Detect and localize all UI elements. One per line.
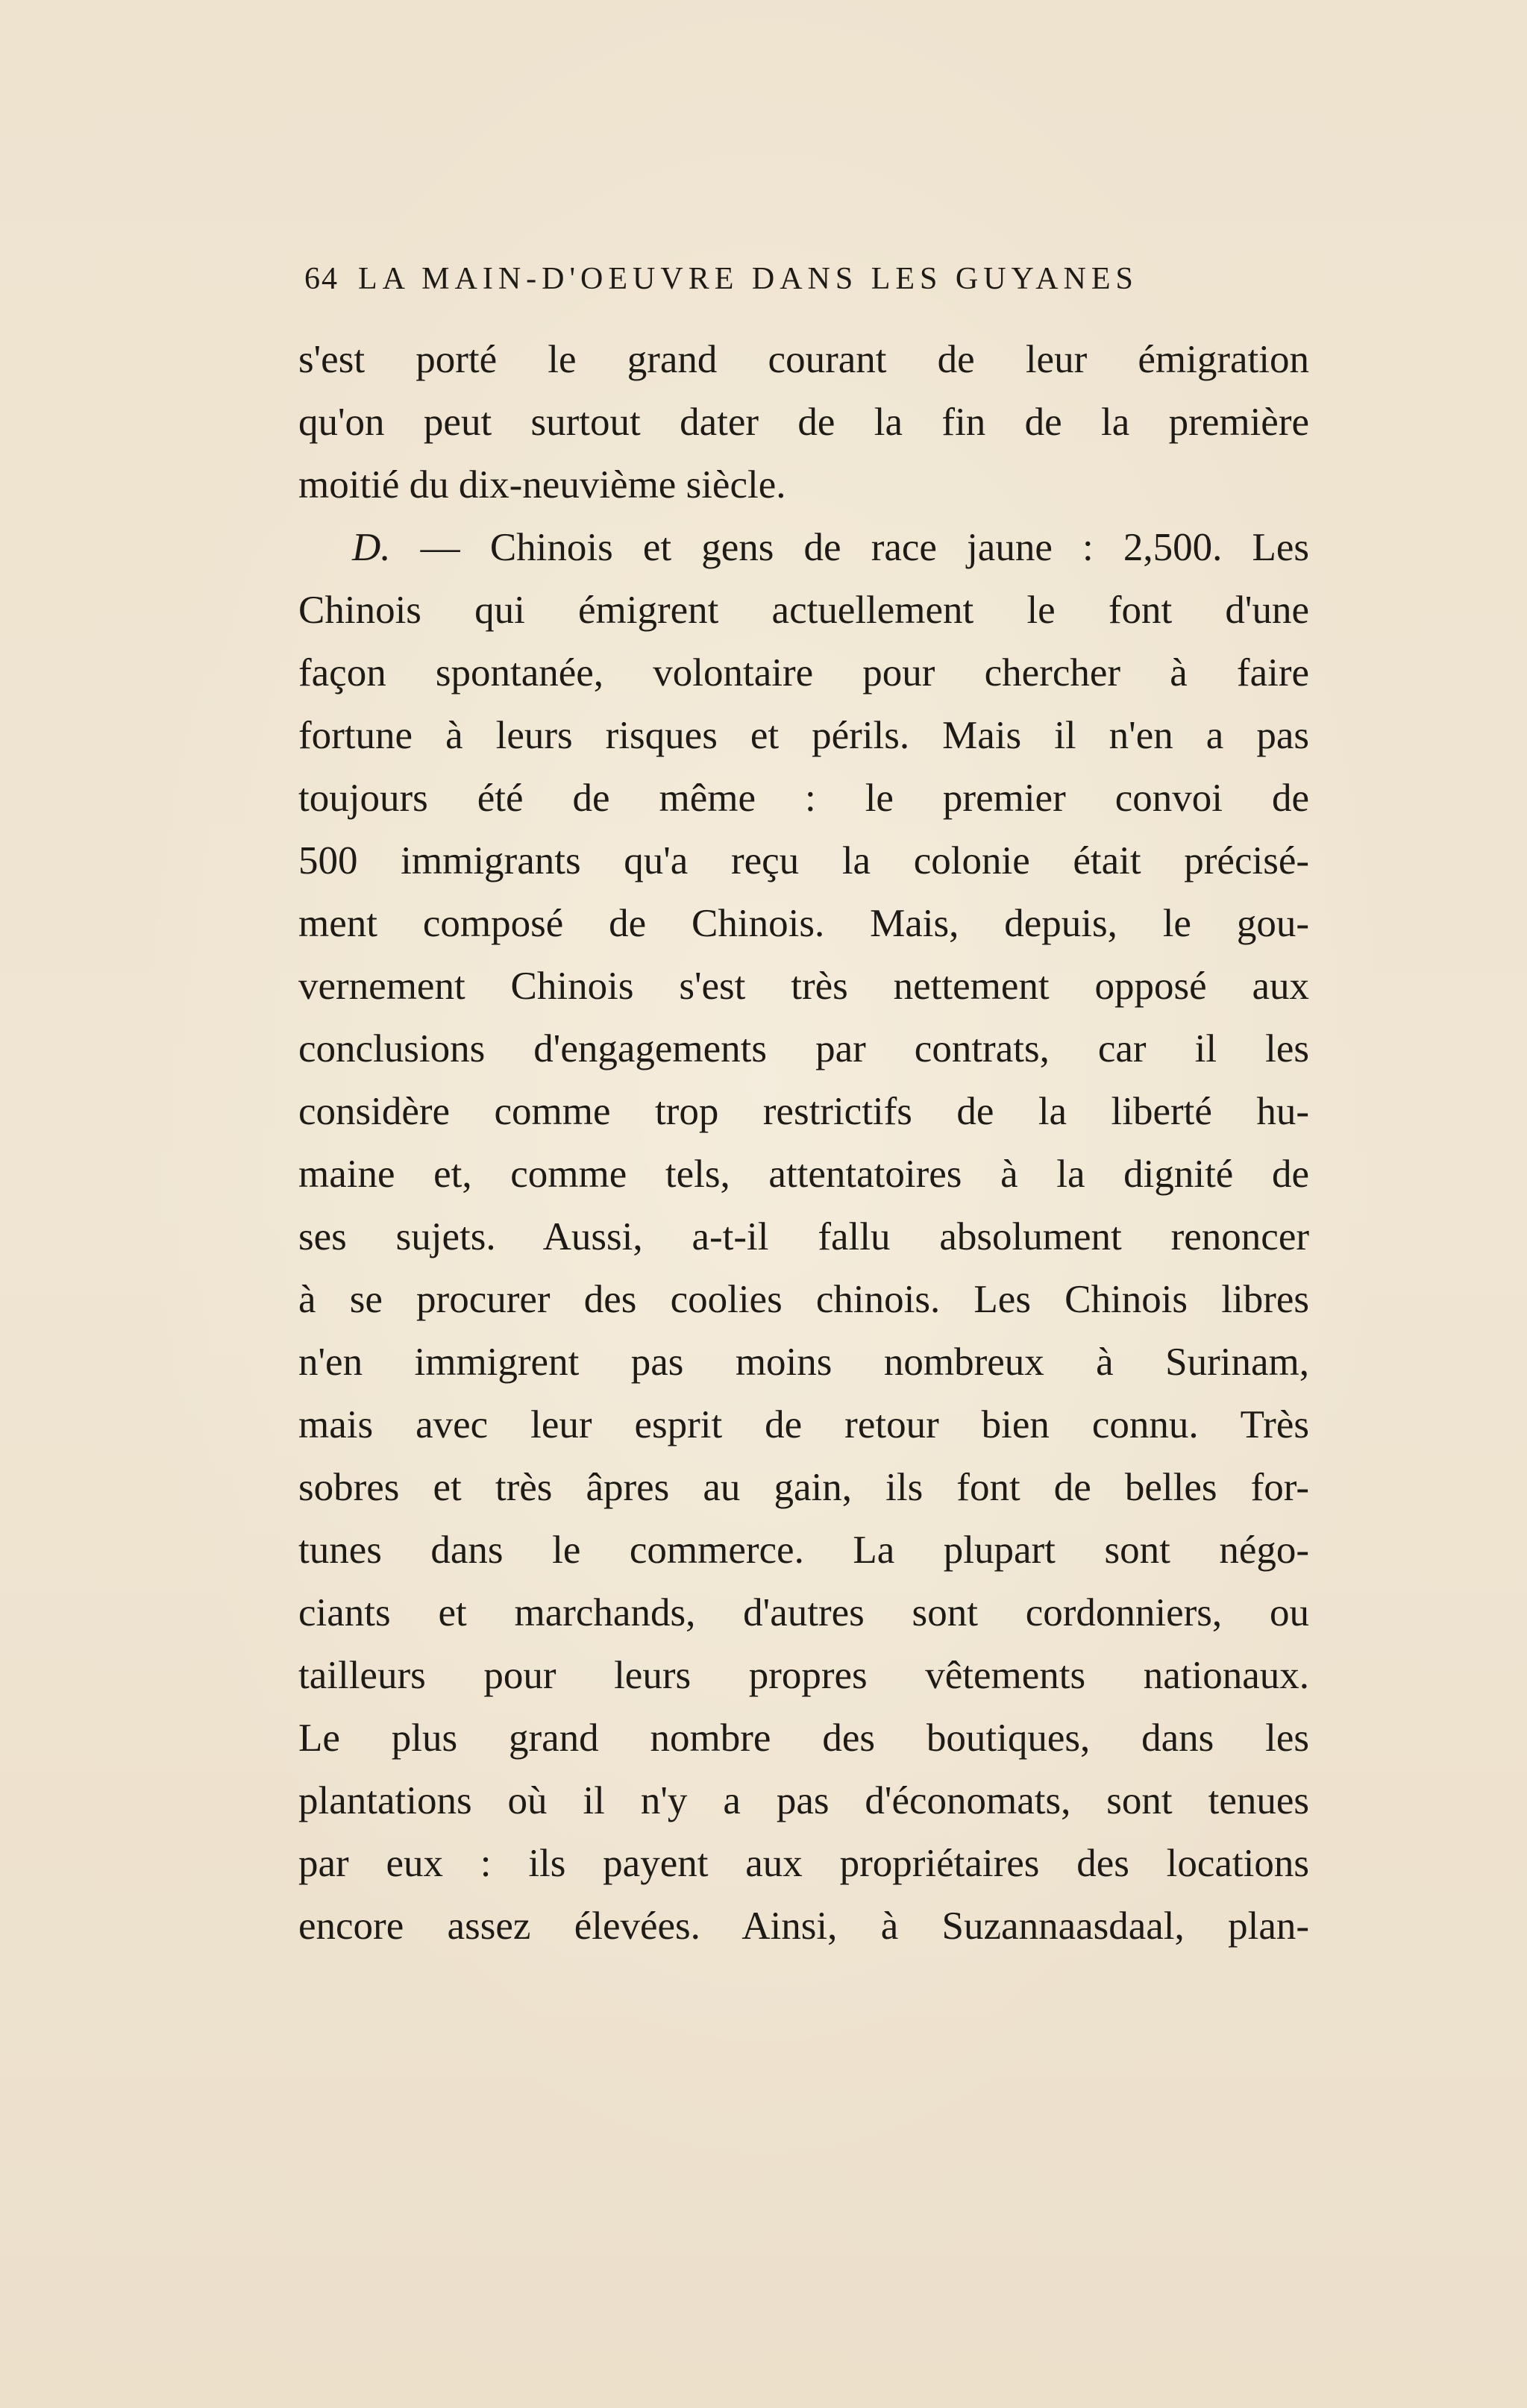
text-line: par eux : ils payent aux propriétaires des locations: [298, 1842, 1309, 1885]
running-head: [304, 261, 1229, 306]
text-line: tunes dans le commerce. La plupart sont négo-: [298, 1528, 1309, 1572]
section-marker: D.: [352, 526, 391, 569]
text-line: conclusions d'engagements par contrats, car il les: [298, 1027, 1309, 1070]
text-line: Le plus grand nombre des boutiques, dans les: [298, 1716, 1309, 1760]
running-title: LA MAIN-D'OEUVRE DANS LES GUYANES: [358, 262, 1138, 296]
text-line: façon spontanée, volontaire pour chercher à faire: [298, 651, 1309, 695]
body-text: [298, 328, 1309, 1957]
text-line: ses sujets. Aussi, a-t-il fallu absolument renoncer: [298, 1215, 1309, 1258]
text-line: Chinois et gens de race jaune : 2,500. Les: [489, 526, 1310, 569]
text-line: mais avec leur esprit de retour bien connu. Très: [298, 1403, 1309, 1446]
text-line: plantations où il n'y a pas d'économats, sont tenues: [298, 1779, 1309, 1822]
text-line: à se procurer des coolies chinois. Les Chinois libres: [298, 1278, 1309, 1321]
text-line: ment composé de Chinois. Mais, depuis, le gou-: [298, 902, 1309, 945]
text-line: fortune à leurs risques et périls. Mais il n'en a pas: [298, 714, 1309, 757]
text-line: qu'on peut surtout dater de la fin de la première: [298, 401, 1309, 444]
em-dash: —: [390, 526, 490, 569]
page-number: 64: [304, 262, 339, 296]
text-line: vernement Chinois s'est très nettement opposé aux: [298, 965, 1309, 1008]
text-line: ciants et marchands, d'autres sont cordonniers, ou: [298, 1591, 1309, 1634]
text-line: toujours été de même : le premier convoi de: [298, 777, 1309, 820]
text-line: maine et, comme tels, attentatoires à la dignité de: [298, 1153, 1309, 1196]
text-line: considère comme trop restrictifs de la liberté hu-: [298, 1090, 1309, 1133]
text-line: sobres et très âpres au gain, ils font de belles for-: [298, 1466, 1309, 1509]
text-line: tailleurs pour leurs propres vêtements nationaux.: [298, 1654, 1309, 1697]
text-line: moitié du dix-neuvième siècle.: [298, 463, 786, 507]
text-line: Chinois qui émigrent actuellement le font d'une: [298, 589, 1309, 632]
text-line: s'est porté le grand courant de leur émigration: [298, 338, 1309, 381]
text-line: 500 immigrants qu'a reçu la colonie était précisé-: [298, 839, 1309, 882]
section-d-line: [298, 516, 1309, 579]
text-line: n'en immigrent pas moins nombreux à Surinam,: [298, 1341, 1309, 1384]
text-line: encore assez élevées. Ainsi, à Suzannaasdaal, plan-: [298, 1904, 1309, 1948]
